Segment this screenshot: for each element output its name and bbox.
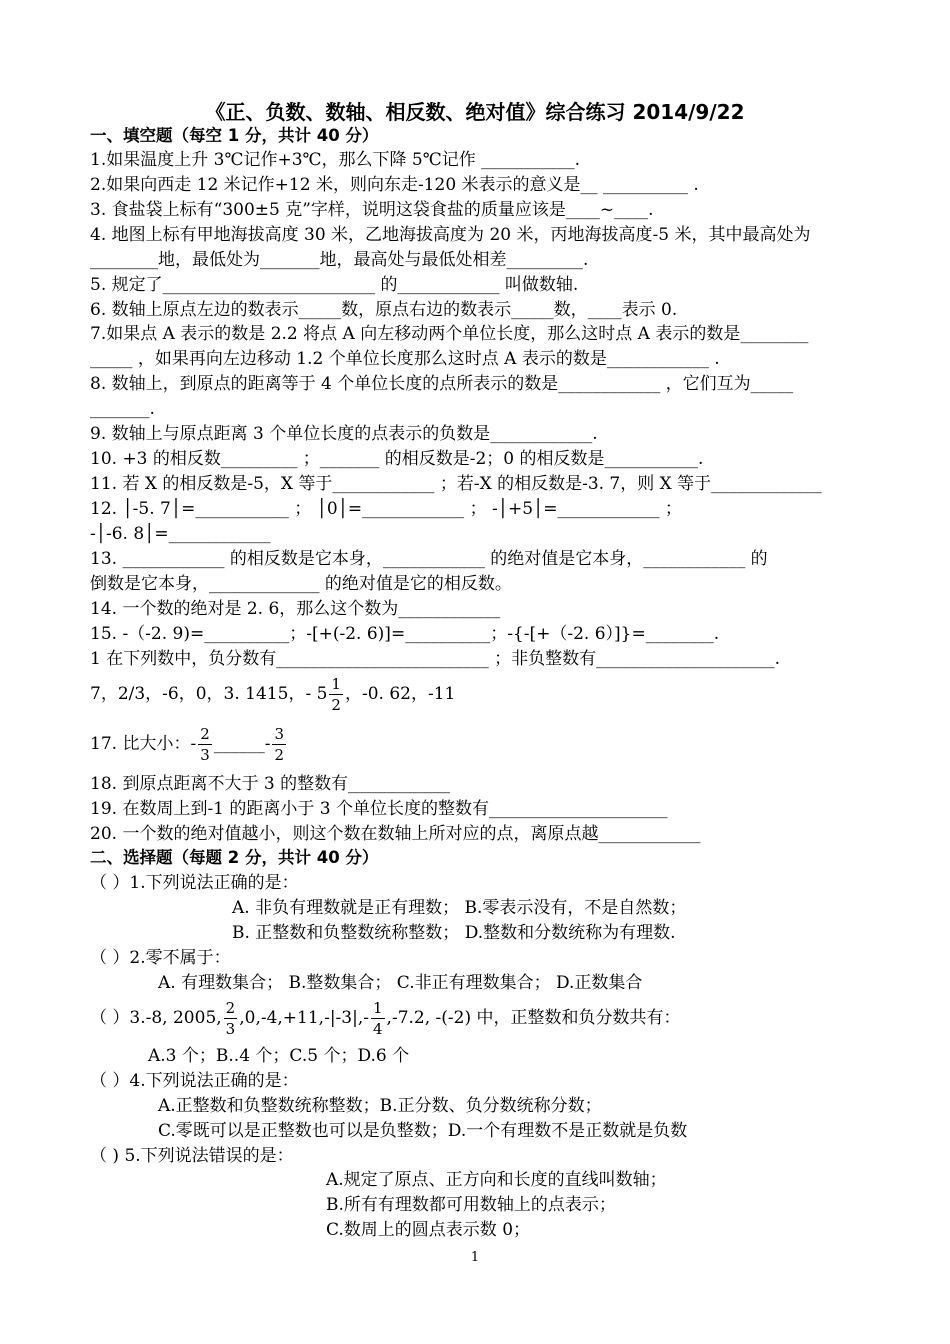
fraction-three-halves — [272, 724, 286, 765]
question-18: 18. 到原点距离不大于 3 的整数有____________ — [90, 774, 451, 794]
question-5: 5. 规定了_________________________ 的____________ 叫做数轴. — [90, 275, 579, 295]
choice-question-4: （ ）4.下列说法正确的是： — [90, 1071, 299, 1091]
fraction-numerator: 2 — [225, 999, 236, 1017]
question-8-line-1: 8. 数轴上，到原点的距离等于 4 个单位长度的点所表示的数是____________ ，它们互为_____ — [90, 374, 794, 394]
question-19: 19. 在数周上到-1 的距离小于 3 个单位长度的整数有_____________________ — [90, 799, 668, 819]
choice-question-1-options-b: B. 正整数和负整数统称整数； D.整数和分数统称为有理数. — [232, 923, 676, 943]
choice-question-3-middle: ,0,-4,+11,-|-3|,- — [239, 1008, 369, 1028]
question-13-line-1: 13. ____________ 的相反数是它本身，____________ 的绝对值是它本身，____________ 的 — [90, 549, 768, 569]
fraction-denominator: 2 — [331, 696, 341, 714]
fraction-denominator: 4 — [373, 1020, 383, 1038]
document-title: 《正、负数、数轴、相反数、绝对值》综合练习 2014/9/22 — [205, 100, 745, 124]
question-13-line-2: 倒数是它本身，_____________ 的绝对值是它的相反数。 — [90, 574, 512, 594]
question-16: 1 在下列数中，负分数有_________________________ ；非负整数有_____________________. — [90, 649, 781, 669]
question-6: 6. 数轴上原点左边的数表示_____数，原点右边的数表示_____数，____表示 0. — [90, 300, 678, 320]
choice-question-1: （ ）1.下列说法正确的是： — [90, 873, 299, 893]
question-20: 20. 一个数的绝对值越小，则这个数在数轴上所对应的点，离原点越____________ — [90, 824, 701, 844]
question-15: 15. -（-2. 9)=__________；-[+(-2. 6)]=__________；-{-[+（-2. 6）]}=________. — [90, 624, 720, 644]
page-number: 1 — [470, 1250, 480, 1265]
question-12-line-1: 12. │-5. 7│=___________ ； │0│=____________ ； -│+5│=____________ ； — [90, 499, 682, 519]
choice-question-5-option-b: B.所有有理数都可用数轴上的点表示； — [326, 1195, 616, 1215]
choice-question-3 — [90, 996, 681, 1040]
question-3: 3. 食盐袋上标有“300±5 克”字样，说明这袋食盐的质量应该是____~____. — [90, 200, 654, 220]
choice-question-4-options-a: A.正整数和负整数统称整数；B.正分数、负分数统称分数； — [158, 1096, 602, 1116]
question-16-number-list — [90, 672, 455, 716]
choice-question-1-options-a: A. 非负有理数就是正有理数； B.零表示没有，不是自然数； — [232, 898, 687, 918]
section-multiple-choice-heading: 二、选择题（每题 2 分，共计 40 分） — [90, 848, 379, 867]
question-17 — [90, 722, 288, 766]
fraction-two-thirds — [224, 998, 238, 1039]
choice-question-3-start: （ ）3.-8, 2005, — [90, 1008, 222, 1028]
choice-question-5-option-c: C.数周上的圆点表示数 0； — [326, 1220, 531, 1240]
choice-question-3-end: ,-7.2, -(-2) 中，正整数和负分数共有： — [386, 1008, 681, 1028]
question-10: 10. +3 的相反数_________ ；_______ 的相反数是-2；0 的相反数是___________. — [90, 449, 704, 469]
fraction-denominator: 2 — [274, 746, 285, 764]
question-11: 11. 若 X 的相反数是-5，X 等于____________ ；若-X 的相反数是-3. 7，则 X 等于_____________ — [90, 474, 822, 494]
fraction-denominator: 3 — [200, 746, 210, 764]
fraction-numerator: 2 — [200, 725, 210, 743]
fraction-one-half — [329, 674, 343, 715]
choice-question-5: （ ) 5.下列说法错误的是： — [90, 1146, 294, 1166]
compare-label: 17. 比大小：- — [90, 734, 197, 754]
fraction-denominator: 3 — [225, 1020, 236, 1038]
question-2: 2.如果向西走 12 米记作+12 米，则向东走-120 米表示的意义是__ __________ . — [90, 175, 699, 195]
question-1: 1.如果温度上升 3℃记作+3℃，那么下降 5℃记作 ___________. — [90, 150, 581, 170]
section-fill-blank-heading: 一、填空题（每空 1 分，共计 40 分） — [90, 126, 379, 145]
compare-blank: ______- — [213, 734, 271, 754]
choice-question-2: （ ）2.零不属于： — [90, 948, 231, 968]
choice-question-5-option-a: A.规定了原点、正方向和长度的直线叫数轴； — [326, 1170, 667, 1190]
number-list-start: 7，2/3，-6，0，3. 1415，- 5 — [90, 684, 328, 704]
question-9: 9. 数轴上与原点距离 3 个单位长度的点表示的负数是____________. — [90, 424, 598, 444]
question-4-line-2: ________地，最低处为_______地，最高处与最低处相差_________. — [90, 250, 589, 270]
choice-question-4-options-b: C.零既可以是正整数也可以是负整数；D.一个有理数不是正数就是负数 — [158, 1121, 688, 1141]
fraction-two-thirds — [198, 724, 212, 765]
choice-question-2-options: A. 有理数集合； B.整数集合； C.非正有理数集合； D.正数集合 — [158, 973, 643, 993]
question-7-line-2: _____ ，如果再向左边移动 1.2 个单位长度那么这时点 A 表示的数是____________ . — [90, 349, 720, 369]
fraction-numerator: 1 — [331, 675, 341, 693]
fraction-one-quarter — [371, 998, 385, 1039]
fraction-numerator: 1 — [373, 999, 383, 1017]
choice-question-3-options: A.3 个；B..4 个；C.5 个；D.6 个 — [148, 1046, 410, 1066]
question-12-line-2: -│-6. 8│=____________ — [90, 524, 271, 544]
question-4-line-1: 4. 地图上标有甲地海拔高度 30 米，乙地海拔高度为 20 米，丙地海拔高度-5 米，其中最高处为 — [90, 225, 811, 245]
question-7-line-1: 7.如果点 A 表示的数是 2.2 将点 A 向左移动两个单位长度，那么这时点 A 表示的数是________ — [90, 324, 809, 344]
fraction-numerator: 3 — [274, 725, 285, 743]
question-8-line-2: _______. — [90, 399, 155, 419]
question-14: 14. 一个数的绝对是 2. 6，那么这个数为____________ — [90, 599, 501, 619]
number-list-end: ，-0. 62，-11 — [344, 684, 456, 704]
